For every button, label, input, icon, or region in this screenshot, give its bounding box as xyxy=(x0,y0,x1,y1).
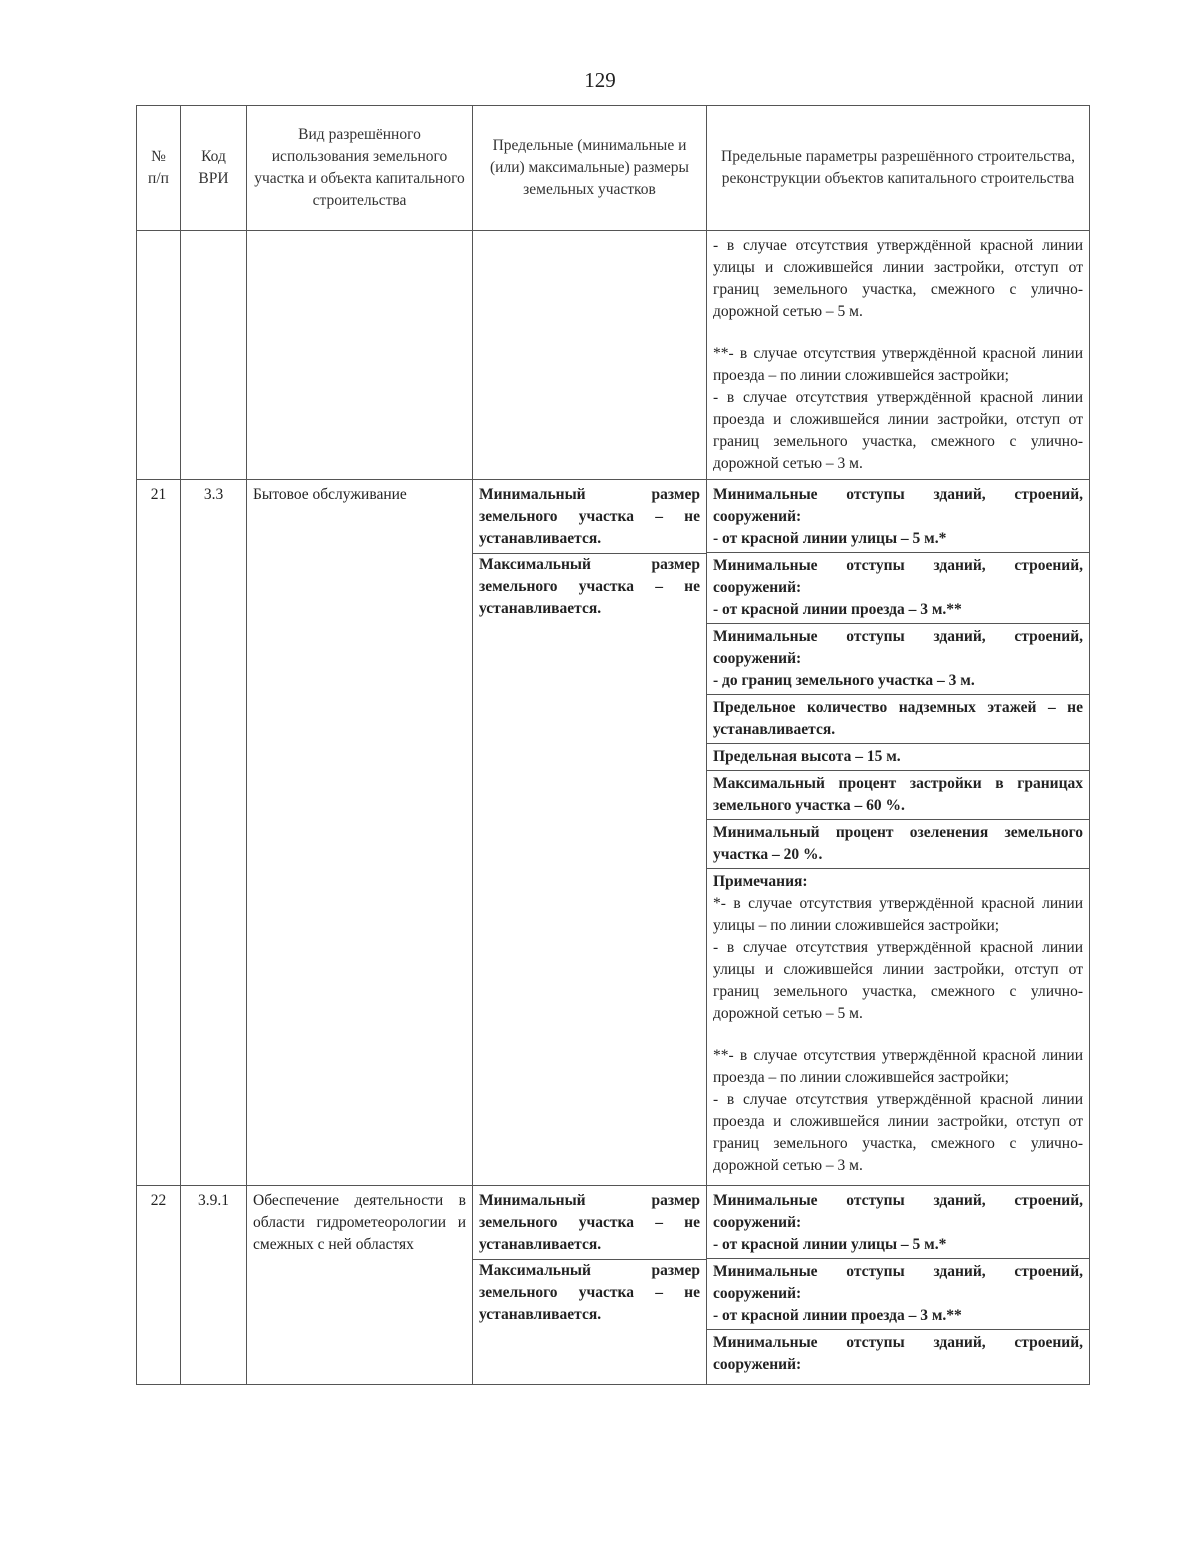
cell-code xyxy=(181,231,247,480)
param-block xyxy=(707,773,1089,820)
param-block xyxy=(707,822,1089,869)
row-use: Бытовое обслуживание xyxy=(247,480,473,1186)
header-size: Предельные (минимальные и (или) максимальные) размеры земельных участков xyxy=(473,106,707,231)
row-number: 21 xyxy=(137,480,181,1186)
continuation-note: - в случае отсутствия утверждённой красной линии улицы и сложившейся линии застройки, отступ от границ земельного участка, смежного с улично-дорожной сетью – 5 м. xyxy=(713,237,1083,320)
param-title: Минимальные отступы зданий, строений, сооружений: xyxy=(713,1263,1083,1302)
param-value: - до границ земельного участка – 3 м. xyxy=(713,672,975,689)
max-size: Максимальный размер земельного участка – не устанавливается. xyxy=(479,1262,700,1323)
param-value: - от красной линии улицы – 5 м.* xyxy=(713,1236,947,1253)
param-block xyxy=(707,555,1089,624)
notes-block xyxy=(707,871,1089,1179)
param-block xyxy=(707,626,1089,695)
param-title: Минимальный процент озеленения земельного участка – 20 %. xyxy=(713,824,1083,863)
table-row xyxy=(137,1186,1090,1385)
param-title: Минимальные отступы зданий, строений, сооружений: xyxy=(713,1334,1083,1373)
table-header-row xyxy=(137,106,1090,231)
row-sizes xyxy=(473,480,707,1186)
row-use: Обеспечение деятельности в области гидрометеорологии и смежных с ней областях xyxy=(247,1186,473,1385)
param-title: Минимальные отступы зданий, строений, сооружений: xyxy=(713,557,1083,596)
param-title: Минимальные отступы зданий, строений, сооружений: xyxy=(713,1192,1083,1231)
note-line: **- в случае отсутствия утверждённой красной линии проезда – по линии сложившейся застройки; xyxy=(713,1047,1083,1086)
param-value: - от красной линии проезда – 3 м.** xyxy=(713,1307,962,1324)
row-sizes xyxy=(473,1186,707,1385)
note-line: - в случае отсутствия утверждённой красной линии улицы и сложившейся линии застройки, отступ от границ земельного участка, смежного с улично-дорожной сетью – 5 м. xyxy=(713,939,1083,1022)
param-title: Минимальные отступы зданий, строений, сооружений: xyxy=(713,486,1083,525)
row-params xyxy=(707,1186,1090,1385)
param-block xyxy=(707,746,1089,771)
cell-params xyxy=(707,231,1090,480)
param-block xyxy=(707,1332,1089,1378)
note-line: *- в случае отсутствия утверждённой красной линии улицы – по линии сложившейся застройки; xyxy=(713,895,1083,934)
row-params xyxy=(707,480,1090,1186)
min-size: Минимальный размер земельного участка – не устанавливается. xyxy=(473,1190,706,1260)
min-size: Минимальный размер земельного участка – не устанавливается. xyxy=(473,484,706,554)
table-row xyxy=(137,480,1090,1186)
max-size: Максимальный размер земельного участка – не устанавливается. xyxy=(479,556,700,617)
note-line: - в случае отсутствия утверждённой красной линии проезда и сложившейся линии застройки, отступ от границ земельного участка, смежного с улично-дорожной сетью – 3 м. xyxy=(713,1091,1083,1174)
notes-title: Примечания: xyxy=(713,873,808,890)
param-block xyxy=(707,1261,1089,1330)
table-row-continuation xyxy=(137,231,1090,480)
param-title: Предельная высота – 15 м. xyxy=(713,748,901,765)
header-params: Предельные параметры разрешённого строительства, реконструкции объектов капитального строительства xyxy=(707,106,1090,231)
param-title: Минимальные отступы зданий, строений, сооружений: xyxy=(713,628,1083,667)
param-block xyxy=(707,697,1089,744)
continuation-note: **- в случае отсутствия утверждённой красной линии проезда – по линии сложившейся застройки; xyxy=(713,345,1083,384)
row-code: 3.3 xyxy=(181,480,247,1186)
header-num: № п/п xyxy=(137,106,181,231)
cell-use xyxy=(247,231,473,480)
header-use: Вид разрешённого использования земельного участка и объекта капитального строительства xyxy=(247,106,473,231)
cell-size xyxy=(473,231,707,480)
zoning-table xyxy=(136,105,1090,1385)
param-title: Предельное количество надземных этажей – не устанавливается. xyxy=(713,699,1083,738)
row-code: 3.9.1 xyxy=(181,1186,247,1385)
param-block xyxy=(707,484,1089,553)
page-number: 129 xyxy=(584,68,616,92)
param-value: - от красной линии улицы – 5 м.* xyxy=(713,530,947,547)
cell-num xyxy=(137,231,181,480)
param-block xyxy=(707,1190,1089,1259)
continuation-note: - в случае отсутствия утверждённой красной линии проезда и сложившейся линии застройки, отступ от границ земельного участка, смежного с улично-дорожной сетью – 3 м. xyxy=(713,389,1083,472)
row-number: 22 xyxy=(137,1186,181,1385)
param-value: - от красной линии проезда – 3 м.** xyxy=(713,601,962,618)
header-code: Код ВРИ xyxy=(181,106,247,231)
param-title: Максимальный процент застройки в границах земельного участка – 60 %. xyxy=(713,775,1083,814)
